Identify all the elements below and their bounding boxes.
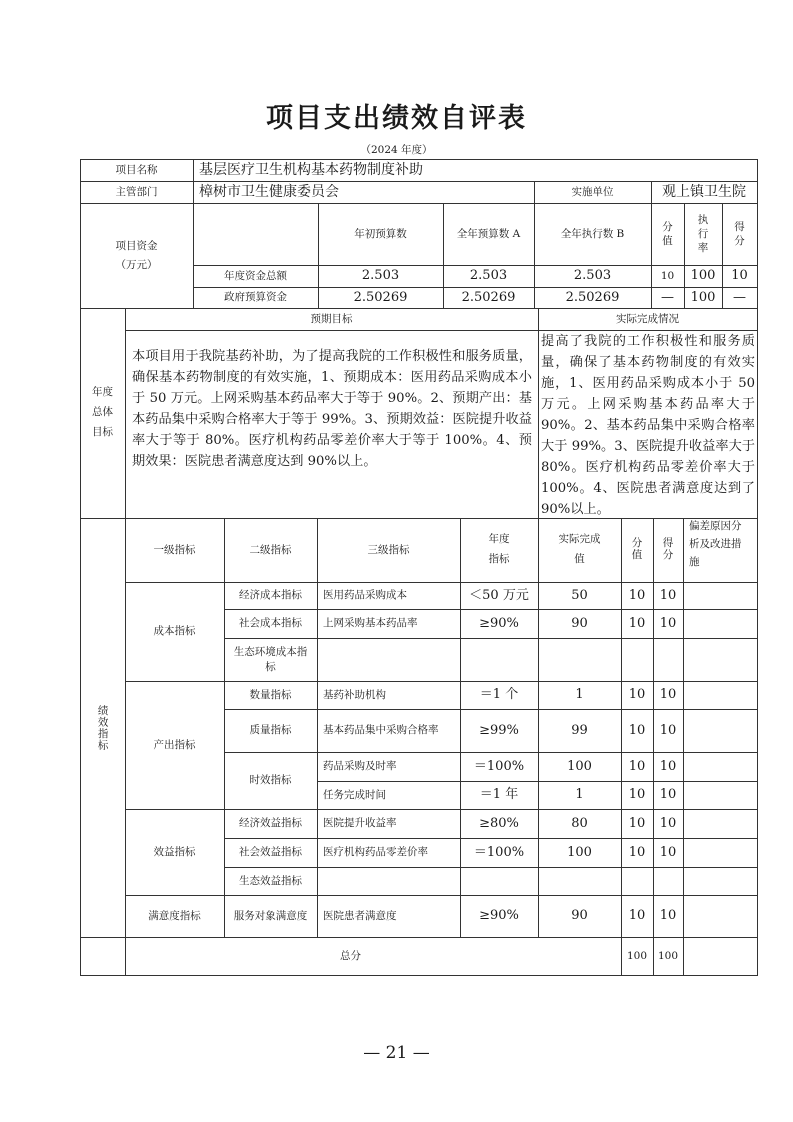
indicator-level-2: 数量指标 [249,688,292,701]
col-level3: 三级指标 [367,543,410,556]
actual-result-text: 提高了我院的工作积极性和服务质量，确保了基本药物制度的有效实施，1、医用药品采购成本小于 50 万元。上网采购基本药品率大于 90%。2、基本药品集中采购合格率大于 99%。3、医院提升收益率大于 80%。医疗机构药品零差价率大于 100%。4、医院患者满意度达到了 90%以上。 [541,334,755,517]
indicator-weight: 10 [628,787,646,803]
funds-budget-a: 2.50269 [461,289,516,305]
indicator-actual: 90 [571,615,588,631]
col-deviation: 偏差原因分析及改进措施 [689,520,742,568]
indicator-score [653,867,683,895]
indicator-level-2: 社会成本指标 [239,617,302,630]
indicator-score: 10 [659,787,677,803]
level1-benefit: 效益指标 [153,845,196,858]
indicator-note [683,838,757,867]
indicator-target: ≥90% [479,615,519,631]
indicator-weight: 10 [628,844,646,860]
indicator-weight: 10 [628,687,646,703]
indicator-level-3: 任务完成时间 [323,788,386,801]
level1-satisfaction: 满意度指标 [148,909,201,922]
page-number: — 21 — [363,1043,430,1063]
indicator-weight: 10 [628,722,646,738]
indicator-level-2: 时效指标 [249,774,292,787]
indicator-level-3: 药品采购及时率 [323,760,397,773]
indicator-level-3 [317,867,460,895]
indicator-target: ≥99% [479,722,519,738]
indicator-score: 10 [659,908,677,924]
indicator-level-2: 生态环境成本指标 [233,646,308,673]
indicator-target [460,638,538,681]
indicator-note [683,895,757,937]
col-rate: 执行率 [697,213,709,255]
expected-goal-text: 本项目用于我院基药补助，为了提高我院的工作积极性和服务质量，确保基本药物制度的有效实施，1、预期成本：医用药品采购成本小于 50 万元。上网采购基本药品率大于等于 90%。2、预期产出：基本药品集中采购合格率大于等于 99%。3、预期效益：医院提升收益率大于等于 80%。医疗机构药品零差价率大于等于 100%。4、预期效果：医院患者满意度达到 90%以上。 [132,349,532,469]
funds-rate: 100 [690,268,716,284]
col-annual-budget: 全年预算数 A [456,227,521,240]
col-weight: 分值 [662,220,673,247]
indicator-weight: 10 [628,758,646,774]
indicator-level-3: 基本药品集中采购合格率 [323,724,439,737]
funds-score: — [733,289,746,305]
funds-unit: （万元） [115,259,158,271]
funds-initial: 2.503 [361,268,400,284]
project-name-label: 项目名称 [115,163,158,176]
funds-row-name: 年度资金总额 [224,269,287,282]
col-level2: 二级指标 [249,543,292,556]
funds-weight: — [661,289,674,305]
indicator-actual: 100 [567,758,592,774]
col-weight: 分值 [631,537,643,561]
indicator-level-3: 医疗机构药品零差价率 [323,846,428,859]
indicator-note [683,752,757,781]
indicator-target: ＝1 个 [479,687,519,703]
indicator-target: ＝100% [473,758,525,774]
actual-result-header: 实际完成情况 [616,312,679,325]
year-subtitle: （2024 年度） [360,144,433,156]
indicator-actual: 1 [575,787,584,803]
indicator-note [683,781,757,809]
indicator-weight: 10 [628,815,646,831]
indicator-target [460,867,538,895]
indicator-note [683,609,757,638]
col-annual-target: 年度指标 [488,533,510,565]
indicator-note [683,681,757,709]
total-score: 100 [657,949,679,962]
indicator-score: 10 [659,587,677,603]
col-level1: 一级指标 [153,543,196,556]
page-title: 项目支出绩效自评表 [266,103,527,134]
indicator-actual [538,867,621,895]
indicator-level-3 [317,638,460,681]
col-initial-budget: 年初预算数 [354,227,407,240]
indicator-level-3: 医院患者满意度 [323,909,397,922]
level1-output: 产出指标 [153,738,196,751]
col-executed: 全年执行数 B [560,227,625,240]
indicator-target: ≥80% [479,815,519,831]
indicator-weight [621,638,653,681]
col-score: 得分 [734,220,745,247]
level1-cost: 成本指标 [153,625,196,638]
indicator-target: ≥90% [479,908,519,924]
department-label: 主管部门 [115,185,158,198]
indicator-score: 10 [659,815,677,831]
indicator-target: ＝1 年 [479,787,519,803]
project-name-value: 基层医疗卫生机构基本药物制度补助 [199,161,423,178]
funds-budget-a: 2.503 [469,268,508,284]
indicator-level-3: 医院提升收益率 [323,817,397,830]
indicator-actual: 100 [567,844,592,860]
funds-weight: 10 [660,269,675,282]
goals-label: 年度总体目标 [92,386,113,438]
indicator-note [683,709,757,752]
expected-goal-header: 预期目标 [310,312,353,325]
funds-score: 10 [731,268,748,284]
indicator-score: 10 [659,615,677,631]
funds-rate: 100 [690,289,716,305]
implementer-value: 观上镇卫生院 [662,183,746,200]
implementer-label: 实施单位 [571,185,614,198]
indicator-actual [538,638,621,681]
indicator-score: 10 [659,687,677,703]
indicators-label: 绩效指标 [96,704,109,751]
funds-initial: 2.50269 [353,289,408,305]
indicator-note [683,638,757,681]
indicator-actual: 90 [571,908,588,924]
indicator-note [683,867,757,895]
funds-executed-b: 2.50269 [565,289,620,305]
indicator-level-2: 生态效益指标 [239,874,302,887]
indicator-level-2: 服务对象满意度 [233,909,308,922]
col-score: 得分 [662,537,674,561]
indicator-actual: 80 [571,815,588,831]
indicator-level-2: 质量指标 [249,724,292,737]
col-actual-value: 实际完成值 [558,533,601,565]
indicator-level-2: 经济效益指标 [239,817,302,830]
indicator-note [683,582,757,609]
indicator-level-3: 基药补助机构 [323,688,386,701]
indicator-level-3: 上网采购基本药品率 [323,617,418,630]
indicator-weight: 10 [628,615,646,631]
total-weight: 100 [626,949,648,962]
indicator-actual: 99 [571,722,588,738]
indicator-weight: 10 [628,587,646,603]
indicator-weight [621,867,653,895]
indicator-actual: 50 [571,587,588,603]
indicator-score: 10 [659,844,677,860]
indicator-score [653,638,683,681]
indicator-weight: 10 [628,908,646,924]
indicator-score: 10 [659,722,677,738]
total-label: 总分 [340,949,361,962]
indicator-score: 10 [659,758,677,774]
funds-label: 项目资金 [115,239,158,252]
indicator-actual: 1 [575,687,584,703]
indicator-note [683,809,757,838]
indicator-level-2: 经济成本指标 [239,589,302,602]
department-value: 樟树市卫生健康委员会 [199,183,339,200]
funds-label-cell [80,203,193,308]
indicator-level-2: 社会效益指标 [239,846,302,859]
indicator-target: ＝100% [473,844,525,860]
funds-executed-b: 2.503 [573,268,612,284]
funds-row-name: 政府预算资金 [224,291,287,304]
indicator-level-3: 医用药品采购成本 [323,589,407,602]
indicator-target: ＜50 万元 [469,587,529,603]
indicators-label-cell [80,518,125,937]
